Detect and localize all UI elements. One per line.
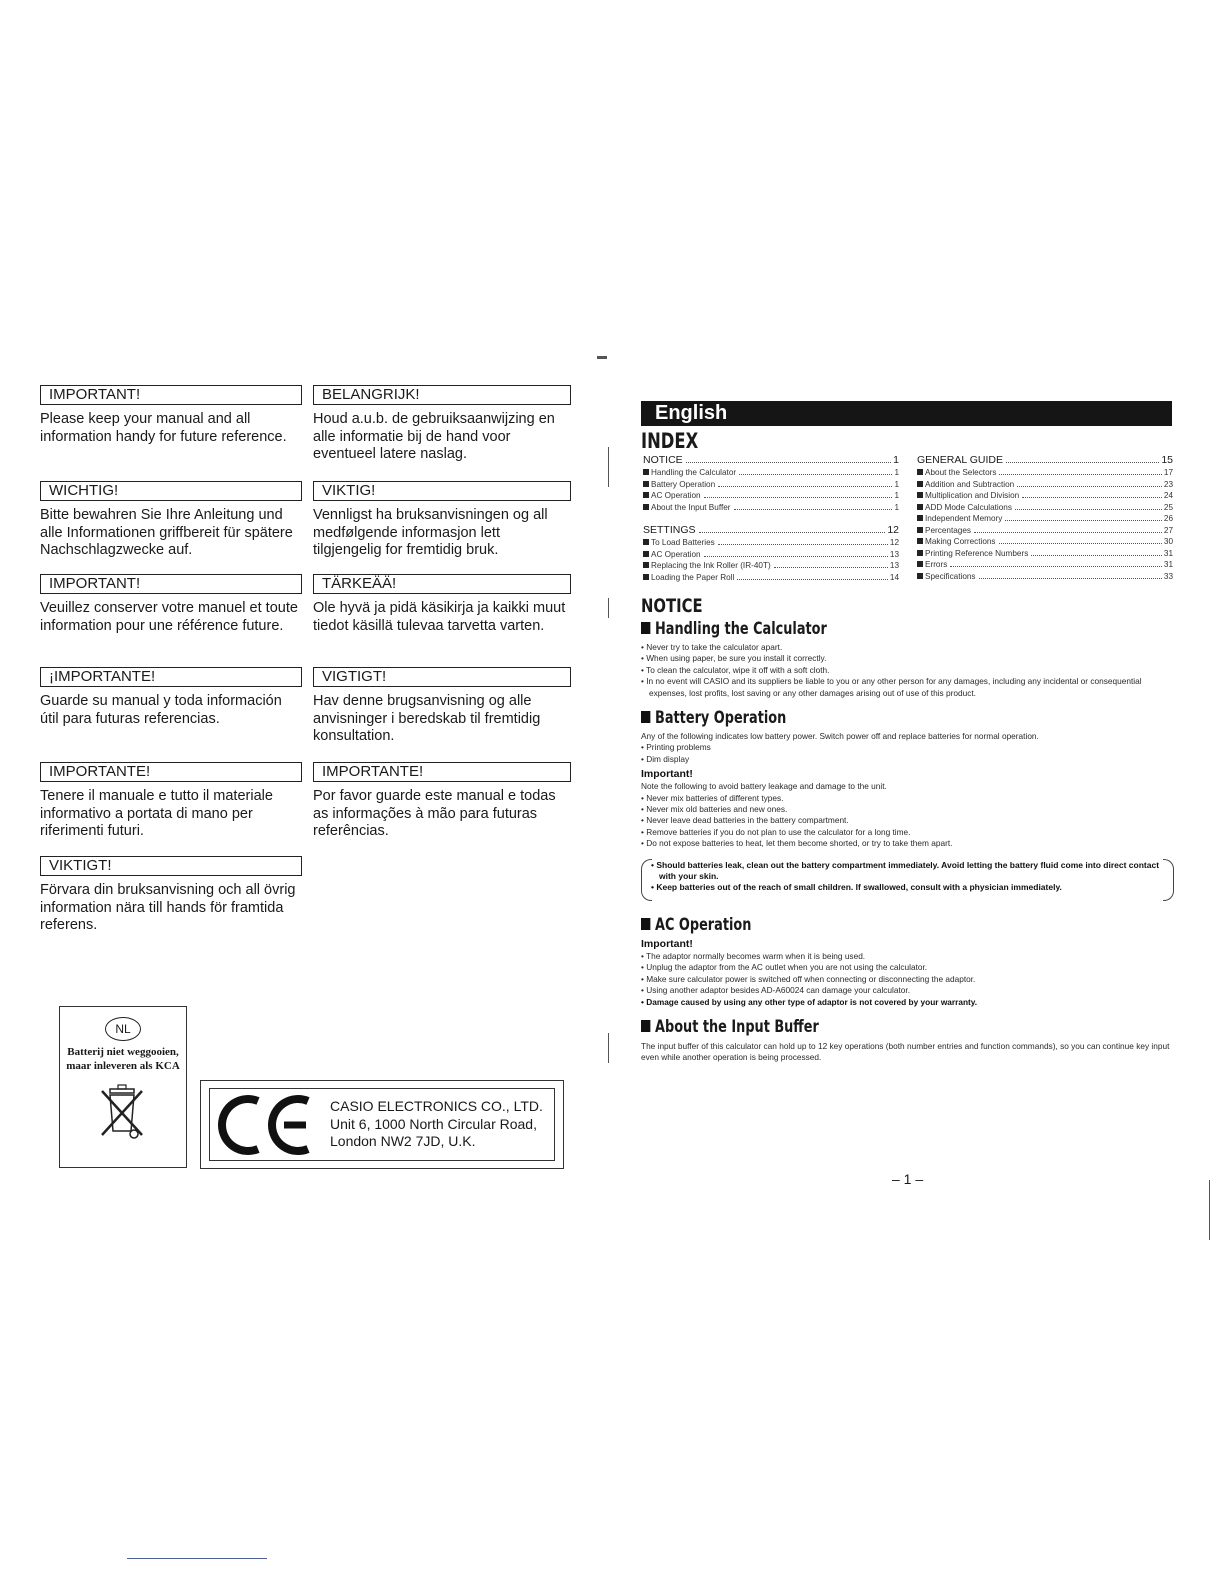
index-title: INDEX: [641, 429, 699, 453]
section-title-buffer: [641, 1017, 819, 1036]
notice-tarkeaa-fi: [313, 574, 571, 635]
toc-page: 1: [894, 502, 899, 512]
toc-label: [917, 454, 1003, 467]
toc-sub-entry: [917, 525, 1173, 537]
toc-sub-entry: [643, 537, 899, 549]
square-bullet-icon: [641, 1020, 650, 1032]
notice-text: Tenere il manuale e tutto il materiale informativo a portata di mano per riferimenti futuri.: [40, 788, 273, 839]
list-item: • Never try to take the calculator apart.: [641, 642, 783, 652]
list-item: • The adaptor normally becomes warm when it is being used.: [641, 951, 866, 961]
notice-important-en: [40, 385, 302, 446]
notice-text: Vennligst ha bruksanvisningen og all medfølgende informasjon lett tilgjengelig for fremtidig bruk.: [313, 507, 548, 558]
toc-label: [917, 536, 996, 548]
notice-heading: IMPORTANT!: [40, 385, 302, 405]
toc-page: 1: [893, 454, 899, 466]
scan-mark: [608, 447, 609, 487]
toc-left-column: [643, 454, 899, 583]
notice-heading: VIKTIGT!: [40, 856, 302, 876]
toc-label: [643, 537, 715, 549]
square-bullet-icon: [643, 481, 649, 487]
list-item: • Make sure calculator power is switched off when connecting or disconnecting the adaptor.: [641, 973, 976, 984]
toc-page: 27: [1163, 525, 1173, 535]
scan-mark: [597, 356, 607, 359]
square-bullet-icon: [643, 504, 649, 510]
nl-battery-notice: [59, 1006, 187, 1168]
toc-label-text: AC Operation: [651, 491, 701, 500]
toc-leader: [739, 474, 892, 475]
toc-leader: [734, 509, 893, 510]
toc-label: [643, 490, 701, 502]
toc-page: 13: [889, 549, 899, 559]
toc-leader: [1005, 520, 1162, 521]
square-bullet-icon: [917, 469, 923, 475]
notice-text: Bitte bewahren Sie Ihre Anleitung und alle Informationen griffbereit für spätere Nachschlagzwecke auf.: [40, 507, 293, 558]
notice-text: Hav denne brugsanvisning og alle anvisninger i beredskab til fremtidig konsultation.: [313, 693, 541, 744]
scan-mark: [1209, 1180, 1210, 1240]
notice-heading: IMPORTANT!: [40, 574, 302, 594]
ac-warning: • Damage caused by using any other type of adaptor is not covered by your warranty.: [641, 996, 978, 1007]
toc-sub-entry: [917, 490, 1173, 502]
toc-main-entry: [917, 454, 1173, 467]
toc-label: [917, 525, 971, 537]
toc-sub-entry: [917, 502, 1173, 514]
square-bullet-icon: [641, 622, 650, 634]
toc-page: 12: [887, 524, 899, 536]
list-item: • Dim display: [641, 753, 690, 764]
toc-page: 1: [894, 479, 899, 489]
section-title-text: Battery Operation: [655, 708, 787, 727]
toc-page: 13: [889, 561, 899, 570]
toc-page: 24: [1163, 491, 1173, 500]
toc-label: [643, 549, 701, 561]
toc-page: 31: [1163, 560, 1173, 569]
language-bar: [641, 401, 1172, 426]
notice-heading: TÄRKEÄÄ!: [313, 574, 571, 594]
handling-list: [641, 642, 1176, 699]
toc-sub-entry: [643, 502, 899, 514]
square-bullet-icon: [641, 711, 650, 723]
toc-right-column: [917, 454, 1173, 582]
toc-label: [643, 479, 715, 491]
toc-label-text: SETTINGS: [643, 524, 696, 536]
address-line: Unit 6, 1000 North Circular Road,: [330, 1115, 537, 1132]
toc-label: [643, 560, 771, 572]
notice-text: Veuillez conserver votre manuel et toute information pour une référence future.: [40, 600, 298, 634]
toc-label-text: Making Corrections: [925, 537, 996, 546]
notice-text: Please keep your manual and all information handy for future reference.: [40, 411, 287, 445]
square-bullet-icon: [643, 562, 649, 568]
toc-sub-entry: [917, 479, 1173, 491]
scan-mark: [608, 598, 609, 618]
toc-sub-entry: [643, 560, 899, 572]
battery-important-intro: Note the following to avoid battery leakage and damage to the unit.: [641, 781, 887, 792]
toc-label-text: To Load Batteries: [651, 538, 715, 547]
toc-main-entry: [643, 454, 899, 467]
toc-label: [643, 502, 731, 514]
toc-leader: [686, 462, 891, 463]
list-item: • In no event will CASIO and its suppliers be liable to you or any other person for any damages, including any incidental or consequential expenses, lost profits, lost saving or any other damages arising out of use of this product.: [641, 676, 1142, 698]
square-bullet-icon: [917, 550, 923, 556]
section-title-ac: [641, 915, 751, 934]
toc-label-text: About the Selectors: [925, 468, 997, 477]
toc-leader: [718, 544, 888, 545]
toc-leader: [718, 486, 892, 487]
language-label: English: [655, 402, 728, 424]
notice-title: NOTICE: [641, 595, 703, 617]
list-item: • Do not expose batteries to heat, let them become shorted, or try to take them apart.: [641, 838, 953, 849]
notice-text: Förvara din bruksanvisning och all övrig information nära till hands för framtida referens.: [40, 882, 296, 933]
battery-warnings: [651, 860, 1161, 894]
toc-leader: [979, 578, 1162, 579]
toc-page: 1: [894, 491, 899, 500]
notice-text: Houd a.u.b. de gebruiksaanwijzing en alle informatie bij de hand voor eventueel latere naslag.: [313, 411, 555, 462]
square-bullet-icon: [643, 551, 649, 557]
toc-label-text: Independent Memory: [925, 514, 1003, 523]
toc-page: 26: [1163, 514, 1173, 523]
notice-heading: VIGTIGT!: [313, 667, 571, 687]
toc-leader: [999, 543, 1162, 544]
bracket-right: [1163, 859, 1174, 901]
toc-sub-entry: [917, 536, 1173, 548]
toc-label-text: Multiplication and Division: [925, 491, 1020, 500]
page-number: – 1 –: [892, 1171, 924, 1187]
toc-label: [917, 490, 1019, 502]
square-bullet-icon: [641, 918, 650, 930]
list-item: • Printing problems: [641, 742, 711, 753]
toc-label: [643, 454, 683, 467]
section-title-text: AC Operation: [655, 915, 752, 934]
toc-label-text: Handling the Calculator: [651, 468, 737, 477]
toc-sub-entry: [643, 490, 899, 502]
notice-wichtig-de: [40, 481, 302, 560]
notice-viktig-no: [313, 481, 571, 560]
toc-leader: [699, 532, 886, 533]
warning-item: • Keep batteries out of the reach of small children. If swallowed, consult with a physician immediately.: [651, 882, 1062, 893]
square-bullet-icon: [917, 492, 923, 498]
list-item: • Unplug the adaptor from the AC outlet when you are not using the calculator.: [641, 962, 928, 973]
toc-label: [917, 548, 1028, 560]
notice-importante-pt: [313, 762, 571, 841]
toc-page: 17: [1163, 468, 1173, 477]
section-title-text: Handling the Calculator: [655, 619, 827, 638]
notice-heading: WICHTIG!: [40, 481, 302, 501]
toc-sub-entry: [643, 467, 899, 479]
toc-page: 14: [889, 572, 899, 582]
toc-label: [917, 479, 1014, 491]
toc-leader: [974, 532, 1162, 533]
square-bullet-icon: [643, 469, 649, 475]
battery-warning-box: [641, 857, 1174, 901]
notice-importante-it: [40, 762, 302, 841]
ac-section: [641, 938, 1176, 1008]
toc-sub-entry: [917, 513, 1173, 525]
square-bullet-icon: [917, 515, 923, 521]
section-title-handling: [641, 619, 827, 638]
toc-leader: [1006, 462, 1159, 463]
toc-page: 30: [1163, 537, 1173, 546]
square-bullet-icon: [917, 504, 923, 510]
battery-section: [641, 731, 1176, 850]
square-bullet-icon: [643, 492, 649, 498]
toc-sub-entry: [643, 479, 899, 491]
toc-label: [917, 513, 1002, 525]
toc-leader: [704, 497, 893, 498]
toc-label-text: Addition and Subtraction: [925, 479, 1015, 489]
toc-label-text: About the Input Buffer: [651, 502, 731, 512]
toc-sub-entry: [917, 571, 1173, 583]
toc-page: 25: [1163, 502, 1173, 512]
toc-leader: [704, 556, 888, 557]
notice-text: Por favor guarde este manual e todas as informações à mão para futuras referências.: [313, 788, 556, 839]
list-item: • When using paper, be sure you install it correctly.: [641, 653, 827, 664]
notice-heading: VIKTIG!: [313, 481, 571, 501]
toc-label: [917, 571, 976, 583]
square-bullet-icon: [917, 561, 923, 567]
toc-label-text: GENERAL GUIDE: [917, 454, 1003, 466]
toc-label-text: Specifications: [925, 571, 976, 581]
toc-label: [643, 467, 736, 479]
crossed-bin-icon: [98, 1081, 148, 1141]
section-title-battery: [641, 708, 786, 727]
toc-sub-entry: [917, 559, 1173, 571]
ce-address: [330, 1098, 543, 1151]
toc-label-text: Loading the Paper Roll: [651, 572, 735, 582]
address-line: CASIO ELECTRONICS CO., LTD.: [330, 1098, 543, 1114]
square-bullet-icon: [643, 574, 649, 580]
notice-importante-es: [40, 667, 302, 728]
bottom-rule: [127, 1558, 267, 1559]
toc-page: 31: [1163, 548, 1173, 558]
toc-label: [917, 502, 1012, 514]
toc-leader: [950, 566, 1162, 567]
ce-inner-frame: [209, 1088, 555, 1161]
notice-heading: IMPORTANTE!: [40, 762, 302, 782]
toc-sub-entry: [643, 572, 899, 584]
notice-important-fr: [40, 574, 302, 635]
toc-label-text: Battery Operation: [651, 479, 716, 489]
toc-label-text: AC Operation: [651, 549, 701, 559]
notice-text: Guarde su manual y toda información útil para futuras referencias.: [40, 693, 282, 727]
square-bullet-icon: [917, 538, 923, 544]
toc-main-entry: [643, 524, 899, 537]
list-item: • Never mix old batteries and new ones.: [641, 804, 788, 815]
square-bullet-icon: [917, 481, 923, 487]
notice-heading: BELANGRIJK!: [313, 385, 571, 405]
list-item: • Never mix batteries of different types.: [641, 792, 784, 803]
toc-label: [917, 559, 947, 571]
toc-leader: [1022, 497, 1162, 498]
toc-label: [917, 467, 996, 479]
toc-label: [643, 572, 734, 584]
toc-sub-entry: [917, 467, 1173, 479]
nl-battery-text: Batterij niet weggooien, maar inleveren als KCA: [66, 1046, 180, 1072]
ce-mark-icon: [216, 1093, 314, 1157]
square-bullet-icon: [643, 539, 649, 545]
toc-label-text: Replacing the Ink Roller (IR-40T): [651, 561, 771, 570]
square-bullet-icon: [917, 527, 923, 533]
toc-label-text: Errors: [925, 560, 948, 569]
address-line: London NW2 7JD, U.K.: [330, 1133, 476, 1149]
list-item: • Remove batteries if you do not plan to use the calculator for a long time.: [641, 826, 911, 837]
toc-page: 23: [1163, 479, 1173, 489]
notice-vigtigt-da: [313, 667, 571, 746]
toc-leader: [774, 567, 888, 568]
toc-label-text: ADD Mode Calculations: [925, 502, 1012, 512]
scan-mark: [608, 1033, 609, 1063]
toc-page: 1: [894, 468, 899, 477]
toc-sub-entry: [917, 548, 1173, 560]
toc-label-text: NOTICE: [643, 454, 683, 466]
toc-page: 33: [1163, 571, 1173, 581]
warning-item: • Should batteries leak, clean out the battery compartment immediately. Avoid letting the battery fluid come into direct contact with your skin.: [651, 860, 1160, 882]
toc-label-text: Percentages: [925, 525, 971, 535]
toc-leader: [1031, 555, 1162, 556]
toc-leader: [737, 579, 888, 580]
toc-sub-entry: [643, 549, 899, 561]
important-label: Important!: [641, 768, 693, 781]
notice-text: Ole hyvä ja pidä käsikirja ja kaikki muut tiedot käsillä tulevaa tarvetta varten.: [313, 600, 566, 634]
list-item: • To clean the calculator, wipe it off with a soft cloth.: [641, 664, 830, 675]
toc-label: [643, 524, 696, 537]
ce-declaration-box: [200, 1080, 564, 1169]
toc-label-text: Printing Reference Numbers: [925, 548, 1029, 558]
nl-logo: NL: [105, 1017, 141, 1041]
square-bullet-icon: [917, 573, 923, 579]
section-title-text: About the Input Buffer: [655, 1017, 819, 1036]
buffer-text: The input buffer of this calculator can hold up to 12 key operations (both number entries and function commands), so you can continue key input even while another operation is being processed.: [641, 1041, 1170, 1063]
notice-heading: ¡IMPORTANTE!: [40, 667, 302, 687]
notice-heading: IMPORTANTE!: [313, 762, 571, 782]
toc-leader: [1017, 486, 1162, 487]
toc-page: 12: [889, 538, 899, 547]
battery-intro: Any of the following indicates low battery power. Switch power off and replace batteries for normal operation.: [641, 731, 1039, 741]
toc-page: 15: [1161, 454, 1173, 466]
list-item: • Never leave dead batteries in the battery compartment.: [641, 815, 849, 826]
list-item: • Using another adaptor besides AD-A60024 can damage your calculator.: [641, 985, 911, 996]
notice-viktigt-sv: [40, 856, 302, 935]
toc-leader: [999, 474, 1161, 475]
notice-belangrijk-nl: [313, 385, 571, 464]
toc-leader: [1015, 509, 1162, 510]
important-label: Important!: [641, 938, 693, 950]
toc-gap: [643, 513, 899, 524]
